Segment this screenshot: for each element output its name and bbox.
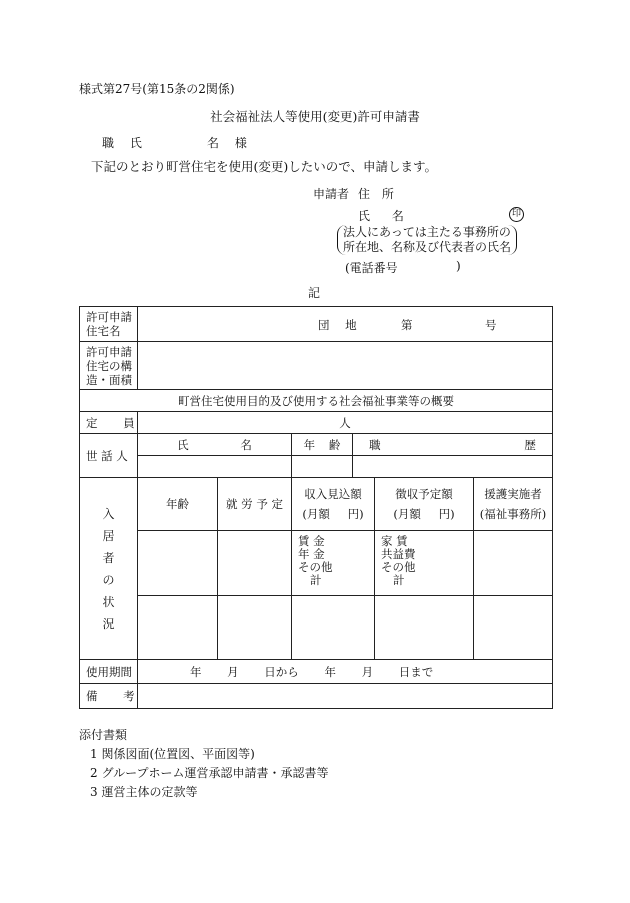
- intro-text: 下記のとおり町営住宅を使用(変更)したいので、申請します。: [91, 159, 438, 174]
- capacity-unit: 人: [339, 415, 351, 430]
- address-label: 住 所: [358, 187, 394, 201]
- housing-name-field[interactable]: [138, 307, 553, 342]
- danchi-label: 団 地: [318, 318, 357, 332]
- caretaker-name-field[interactable]: [138, 456, 292, 478]
- form-number: 様式第27号(第15条の2関係): [79, 82, 235, 96]
- resident-row-a-income[interactable]: 賃 金 年 金 その他 計: [292, 531, 375, 596]
- resident-row-a-work[interactable]: [218, 531, 292, 596]
- go-label: 号: [485, 318, 497, 332]
- resident-col-collect: 徴収予定額 (月額 円): [375, 478, 474, 531]
- structure-area-label: 許可申請住宅の構造・面積: [80, 342, 138, 390]
- remarks-field[interactable]: [138, 684, 553, 709]
- remarks-label: 備 考: [80, 684, 138, 709]
- resident-col-support: 援護実施者 (福祉事務所): [474, 478, 553, 531]
- period-text: 年 月 日から 年 月 日まで: [190, 664, 434, 679]
- corporate-note-line2: 所在地、名称及び代表者の氏名: [343, 240, 512, 254]
- caretaker-col-name: 氏 名: [138, 434, 292, 456]
- resident-row-b-support[interactable]: [474, 596, 553, 660]
- resident-col-age: 年齢: [138, 478, 218, 531]
- attachment-item-1: 1 関係図面(位置図、平面図等): [90, 747, 255, 761]
- resident-row-a-collect[interactable]: 家 賃 共益費 その他 計: [375, 531, 474, 596]
- addressee-name: 名 様: [207, 136, 247, 150]
- resident-row-a-age[interactable]: [138, 531, 218, 596]
- resident-col-income: 収入見込額 (月額 円): [292, 478, 375, 531]
- attachment-item-2: 2 グループホーム運営承認申請書・承認書等: [90, 766, 329, 780]
- corporate-note: [337, 225, 517, 255]
- resident-row-b-age[interactable]: [138, 596, 218, 660]
- phone-close: ): [456, 259, 461, 273]
- ki-label: 記: [308, 286, 321, 300]
- caretaker-col-career: 職 歴: [353, 434, 553, 456]
- resident-col-work: 就 労 予 定: [218, 478, 292, 531]
- capacity-field[interactable]: [138, 412, 553, 434]
- housing-name-label: 許可申請住宅名: [80, 307, 138, 342]
- attachments-title: 添付書類: [79, 728, 128, 742]
- caretaker-label: 世 話 人: [80, 434, 138, 478]
- caretaker-career-field[interactable]: [353, 456, 553, 478]
- application-table: [79, 306, 553, 709]
- capacity-label: 定 員: [80, 412, 138, 434]
- name-label: 氏 名: [358, 209, 404, 223]
- caretaker-age-field[interactable]: [292, 456, 353, 478]
- seal-mark: 印: [509, 207, 524, 222]
- corporate-note-line1: 法人にあっては主たる事務所の: [343, 225, 511, 239]
- addressee-post: 職 氏: [102, 136, 142, 150]
- phone-label: (電話番号: [345, 261, 398, 275]
- document-title: 社会福祉法人等使用(変更)許可申請書: [210, 109, 420, 124]
- resident-row-b-income[interactable]: [292, 596, 375, 660]
- resident-status-label: 入居者の状況: [80, 478, 138, 660]
- structure-area-field[interactable]: [138, 342, 553, 390]
- resident-row-b-collect[interactable]: [375, 596, 474, 660]
- resident-row-b-work[interactable]: [218, 596, 292, 660]
- attachment-item-3: 3 運営主体の定款等: [90, 785, 198, 799]
- applicant-label: 申請者: [313, 187, 350, 201]
- period-field[interactable]: [138, 660, 553, 684]
- resident-row-a-support[interactable]: [474, 531, 553, 596]
- section-header: 町営住宅使用目的及び使用する社会福祉事業等の概要: [80, 390, 553, 412]
- dai-label: 第: [401, 318, 413, 332]
- period-label: 使用期間: [80, 660, 138, 684]
- caretaker-col-age: 年 齢: [292, 434, 353, 456]
